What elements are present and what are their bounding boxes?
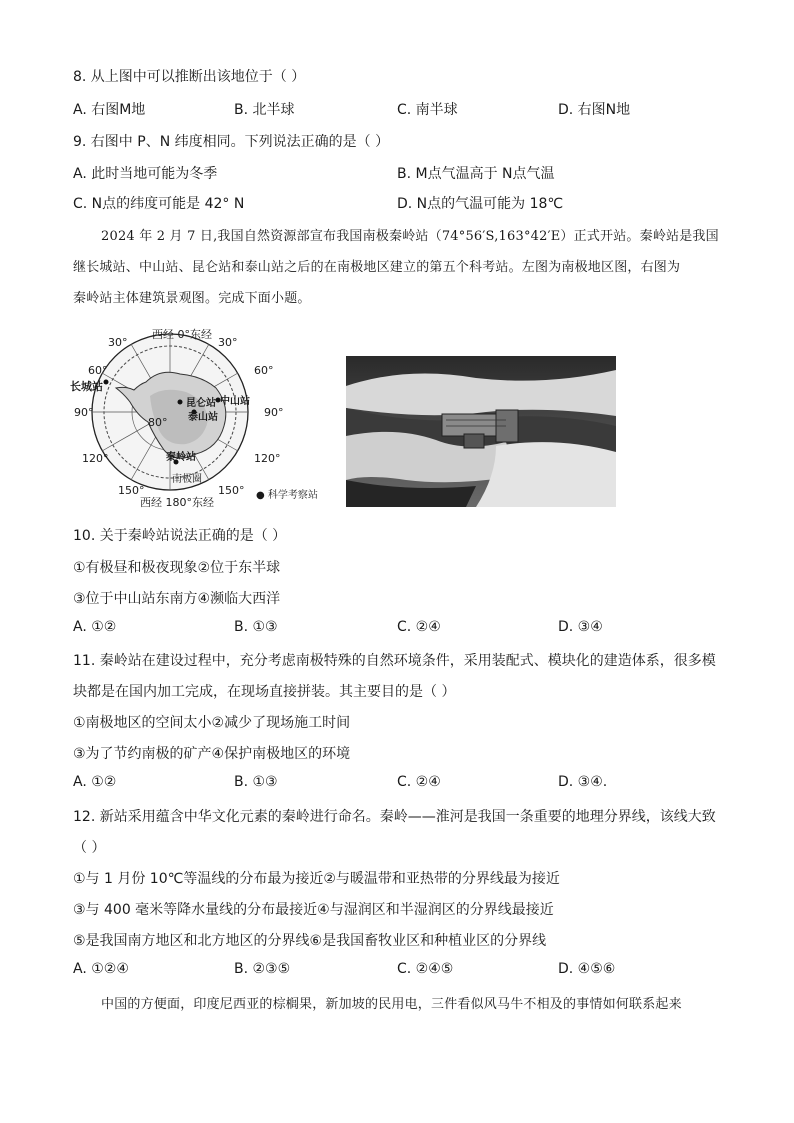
- q10-option-b: B. ①③: [234, 619, 278, 635]
- map-left-label-90: 90°: [74, 406, 94, 419]
- q12-option-a: A. ①②④: [73, 961, 129, 977]
- q12-item-3: ⑤是我国南方地区和北方地区的分界线⑥是我国畜牧业区和种植业区的分界线: [73, 933, 547, 949]
- q10-option-c: C. ②④: [397, 619, 441, 635]
- map-left-label-150: 150°: [118, 484, 145, 497]
- q12-option-d: D. ④⑤⑥: [558, 961, 616, 977]
- map-bottom-label: 西经 180°东经: [140, 496, 214, 509]
- passage-line-1: 2024 年 2 月 7 日,我国自然资源部宣布我国南极秦岭站（74°56′S,163°42′E）正式开站。秦岭站是我国: [101, 229, 719, 244]
- map-station-zhongshan: 中山站: [220, 396, 250, 407]
- q10-item-2: ③位于中山站东南方④濒临大西洋: [73, 591, 281, 607]
- q10-item-1: ①有极昼和极夜现象②位于东半球: [73, 560, 281, 576]
- q9-option-c: C. N点的纬度可能是 42° N: [73, 196, 245, 212]
- q11-item-1: ①南极地区的空间太小②减少了现场施工时间: [73, 715, 351, 731]
- next-passage-line: 中国的方便面，印度尼西亚的棕榈果，新加坡的民用电，三件看似风马牛不相及的事情如何联系起来: [101, 997, 682, 1012]
- map-antarctic-circle-label: 南极圈: [172, 474, 202, 485]
- antarctica-map: [68, 324, 334, 509]
- q11-option-c: C. ②④: [397, 774, 441, 790]
- q10-option-a: A. ①②: [73, 619, 117, 635]
- q12-item-1: ①与 1 月份 10℃等温线的分布最为接近②与暖温带和亚热带的分界线最为接近: [73, 871, 560, 887]
- map-left-label-60: 60°: [88, 364, 108, 377]
- q12-stem-line-2: （ ）: [73, 840, 106, 856]
- passage-line-2: 继长城站、中山站、昆仑站和泰山站之后的在南极地区建立的第五个科考站。左图为南极地区图，右图为: [73, 260, 681, 275]
- q8-option-b: B. 北半球: [234, 102, 295, 118]
- q8-option-a: A. 右图M地: [73, 102, 146, 118]
- map-top-tick-right: 30°: [218, 336, 238, 349]
- qinling-station-photo: [346, 356, 616, 507]
- map-station-changcheng: 长城站: [70, 380, 103, 393]
- passage-line-3: 秦岭站主体建筑景观图。完成下面小题。: [73, 291, 311, 306]
- station-photo-graphic: [346, 356, 616, 507]
- map-lat-label: 80°: [148, 416, 168, 429]
- q11-stem-line-1: 11. 秦岭站在建设过程中，充分考虑南极特殊的自然环境条件，采用装配式、模块化的建造体系，很多模: [73, 653, 716, 669]
- q11-option-a: A. ①②: [73, 774, 117, 790]
- map-top-tick-left: 30°: [108, 336, 128, 349]
- q12-option-b: B. ②③⑤: [234, 961, 291, 977]
- q12-stem-line-1: 12. 新站采用蕴含中华文化元素的秦岭进行命名。秦岭——淮河是我国一条重要的地理分界线，该线大致: [73, 809, 716, 825]
- q8-option-d: D. 右图N地: [558, 102, 631, 118]
- q8-stem: 8. 从上图中可以推断出该地位于（ ）: [73, 69, 306, 85]
- map-right-label-60: 60°: [254, 364, 274, 377]
- q9-option-b: B. M点气温高于 N点气温: [397, 166, 555, 182]
- q12-option-c: C. ②④⑤: [397, 961, 454, 977]
- q12-item-2: ③与 400 毫米等降水量线的分布最接近④与湿润区和半湿润区的分界线最接近: [73, 902, 554, 918]
- q9-stem: 9. 右图中 P、N 纬度相同。下列说法正确的是（ ）: [73, 134, 390, 150]
- q10-stem: 10. 关于秦岭站说法正确的是（ ）: [73, 528, 287, 544]
- q11-item-2: ③为了节约南极的矿产④保护南极地区的环境: [73, 746, 351, 762]
- q9-option-a: A. 此时当地可能为冬季: [73, 166, 218, 182]
- q9-option-d: D. N点的气温可能为 18℃: [397, 196, 564, 212]
- map-right-label-120: 120°: [254, 452, 281, 465]
- map-left-label-120: 120°: [82, 452, 109, 465]
- q11-option-b: B. ①③: [234, 774, 278, 790]
- map-right-label-90: 90°: [264, 406, 284, 419]
- q10-option-d: D. ③④: [558, 619, 603, 635]
- map-legend: ● 科学考察站: [256, 490, 318, 501]
- map-station-qinling: 秦岭站: [166, 452, 196, 463]
- map-station-kunlun: 昆仑站: [186, 398, 216, 409]
- map-top-label: 西经 0°东经: [152, 328, 212, 341]
- q11-stem-line-2: 块都是在国内加工完成，在现场直接拼装。其主要目的是（ ）: [73, 684, 456, 700]
- map-station-taishan: 泰山站: [188, 412, 218, 423]
- map-right-label-150: 150°: [218, 484, 245, 497]
- q8-option-c: C. 南半球: [397, 102, 458, 118]
- q11-option-d: D. ③④.: [558, 774, 608, 790]
